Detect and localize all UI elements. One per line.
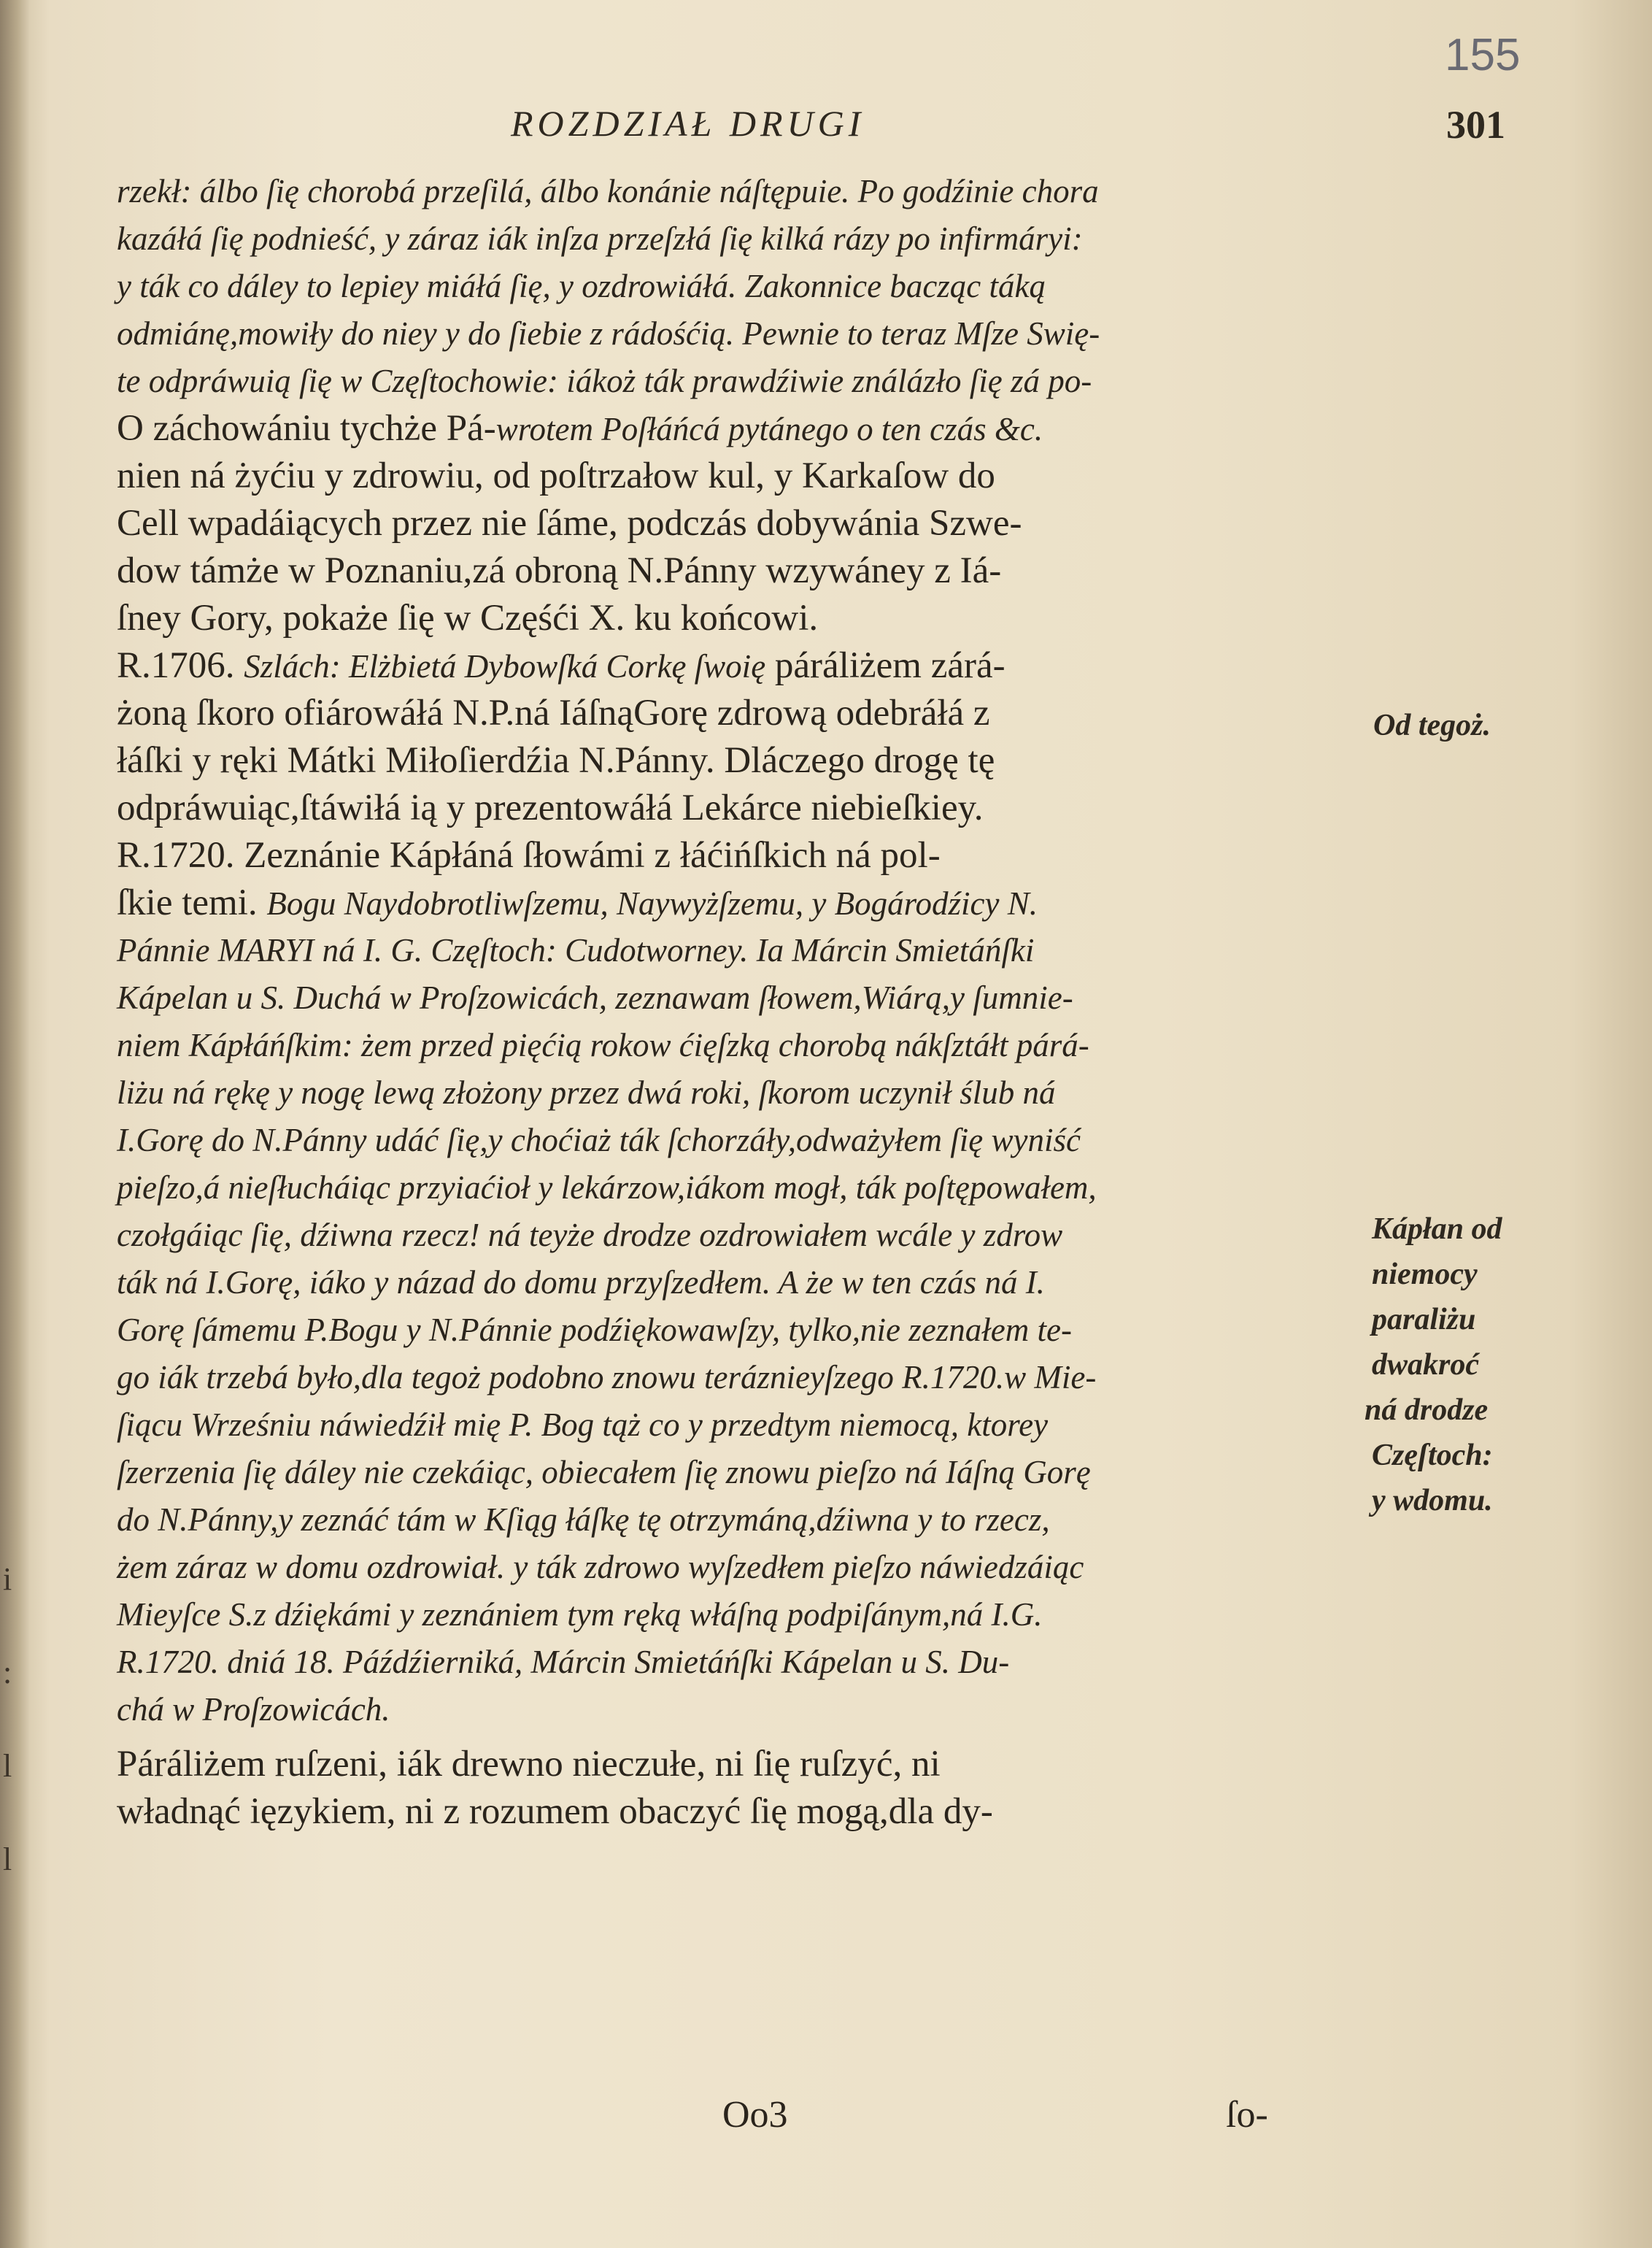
text-line: Gorę ſámemu P.Bogu y N.Pánnie podźiękowawſzy, tylko,nie zeznałem te- bbox=[117, 1312, 1072, 1348]
italic-segment: wrotem Poſłáńcá pytánego o ten czás &c. bbox=[495, 411, 1043, 447]
text-line: R.1720. dniá 18. Páźdźierniká, Márcin Smietáńſki Kápelan u S. Du- bbox=[117, 1644, 1010, 1680]
text-line: dow támże w Poznaniu,zá obroną N.Pánny wzywáney z Iá- bbox=[117, 550, 1002, 591]
text-line: odmiánę,mowiły do niey y do ſiebie z rádośćią. Pewnie to teraz Mſze Swię- bbox=[117, 315, 1100, 352]
text-line: Mieyſce S.z dźiękámi y zeznániem tym ręką włáſną podpiſánym,ná I.G. bbox=[117, 1596, 1043, 1633]
paragraph-gap bbox=[117, 1733, 1357, 1741]
text-line: do N.Pánny,y zeznáć tám w Kſiąg łáſkę tę otrzymáną,dźiwna y to rzecz, bbox=[117, 1501, 1050, 1538]
margin-note-od-tegoz: Od tegoż. bbox=[1373, 709, 1491, 742]
text-line: Cell wpadáiących przez nie ſáme, podczás dobywánia Szwe- bbox=[117, 503, 1022, 544]
text-line: Kápelan u S. Duchá w Proſzowicách, zeznawam ſłowem,Wiárą,y ſumnie- bbox=[117, 979, 1073, 1016]
roman-segment: páráliżem zárá- bbox=[765, 645, 1006, 686]
text-line: niem Kápłáńſkim: żem przed pięćią rokow ćięſzką chorobą nákſztáłt párá- bbox=[117, 1027, 1089, 1063]
text-line: pieſzo,á nieſłucháiąc przyiaćioł y lekárzow,iákom mogł, ták poſtępowałem, bbox=[117, 1169, 1097, 1206]
text-line: Páráliżem ruſzeni, iák drewno nieczułe, ni ſię ruſzyć, ni bbox=[117, 1744, 941, 1785]
text-line: kazáłá ſię podnieść, y záraz iák inſza przeſzłá ſię kilká rázy po infirmáryi: bbox=[117, 220, 1083, 257]
prev-mark: l bbox=[3, 1841, 12, 1877]
prev-mark: l bbox=[3, 1748, 12, 1784]
text-line: rzekł: álbo ſię chorobá przeſilá, álbo konánie náſtępuie. Po godźinie chora bbox=[117, 173, 1099, 209]
text-line: te odpráwuią ſię w Częſtochowie: iákoż ták prawdźiwie ználázło ſię zá po- bbox=[117, 363, 1092, 399]
catchword: ſo- bbox=[1226, 2094, 1268, 2136]
text-line: ſiącu Wrześniu náwiedźił mię P. Bog tąż co y przedtym niemocą, ktorey bbox=[117, 1406, 1049, 1443]
text-line: R.1720. Zeznánie Kápłáná ſłowámi z łáćińſkich ná pol- bbox=[117, 835, 941, 876]
page-footer bbox=[117, 2093, 1357, 2144]
margin-note-kaplan-line: y wdomu. bbox=[1372, 1484, 1493, 1517]
text-line bbox=[117, 879, 1357, 927]
margin-note-kaplan-line: dwakroć bbox=[1372, 1348, 1479, 1382]
text-line bbox=[117, 642, 1357, 690]
margin-note-kaplan-line: niemocy bbox=[1372, 1258, 1478, 1291]
text-line: odpráwuiąc,ſtáwiłá ią y prezentowáłá Lekárce niebieſkiey. bbox=[117, 788, 984, 828]
previous-page-edge bbox=[0, 0, 29, 2248]
margin-note-kaplan-line: paraliżu bbox=[1372, 1303, 1476, 1336]
pencil-folio-number: 155 bbox=[1445, 30, 1521, 80]
running-head: ROZDZIAŁ DRUGI bbox=[511, 103, 865, 144]
prev-mark: i bbox=[3, 1561, 12, 1597]
italic-segment: Bogu Naydobrotliwſzemu, Naywyżſzemu, y Bogárodźicy N. bbox=[266, 885, 1038, 922]
text-line: y ták co dáley to lepiey miáłá ſię, y ozdrowiáłá. Zakonnice bacząc táką bbox=[117, 268, 1046, 304]
text-line: Pánnie MARYI ná I. G. Częſtoch: Cudotworney. Ia Márcin Smietáńſki bbox=[117, 932, 1035, 969]
text-line: liżu ná rękę y nogę lewą złożony przez dwá roki, ſkorom uczynił ślub ná bbox=[117, 1074, 1056, 1111]
body-text bbox=[117, 168, 1357, 1836]
margin-note-kaplan-line: ná drodze bbox=[1365, 1393, 1489, 1427]
text-line bbox=[117, 405, 1357, 453]
text-line: żem záraz w domu ozdrowiał. y ták zdrowo wyſzedłem pieſzo náwiedzáiąc bbox=[117, 1549, 1084, 1585]
text-line: ták ná I.Gorę, iáko y názad do domu przyſzedłem. A że w ten czás ná I. bbox=[117, 1264, 1045, 1301]
text-line: ſzerzenia ſię dáley nie czekáiąc, obiecałem ſię znowu pieſzo ná Iáſną Gorę bbox=[117, 1454, 1091, 1490]
roman-segment: ſkie temi. bbox=[117, 882, 267, 923]
prev-mark: : bbox=[3, 1655, 12, 1690]
text-line: ſney Gory, pokaże ſię w Częśći X. ku końcowi. bbox=[117, 598, 819, 639]
text-line: władnąć ięzykiem, ni z rozumem obaczyć ſię mogą,dla dy- bbox=[117, 1791, 993, 1832]
text-line: żoną ſkoro ofiárowáłá N.P.ná IáſnąGorę zdrową odebráłá z bbox=[117, 693, 990, 734]
margin-note-kaplan-line: Częſtoch: bbox=[1372, 1439, 1493, 1472]
previous-page-marks bbox=[3, 1533, 25, 1906]
text-line: nien ná żyćiu y zdrowiu, od poſtrzałow kul, y Karkaſow do bbox=[117, 455, 995, 496]
text-line: czołgáiąc ſię, dźiwna rzecz! ná teyże drodze ozdrowiałem wcále y zdrow bbox=[117, 1217, 1063, 1253]
text-line: go iák trzebá było,dla tegoż podobno znowu teráznieyſzego R.1720.w Mie- bbox=[117, 1359, 1097, 1396]
roman-segment: R.1706. bbox=[117, 645, 244, 686]
signature-mark: Oo3 bbox=[722, 2094, 788, 2136]
text-line: łáſki y ręki Mátki Miłoſierdźia N.Pánny. Dláczego drogę tę bbox=[117, 740, 995, 781]
text-line: I.Gorę do N.Pánny udáć ſię,y choćiaż ták ſchorzáły,odważyłem ſię wyniść bbox=[117, 1122, 1081, 1158]
margin-note-kaplan-line: Kápłan od bbox=[1372, 1212, 1502, 1246]
text-line: chá w Proſzowicách. bbox=[117, 1691, 390, 1728]
italic-segment: Szlách: Elżbietá Dybowſká Corkę ſwoię bbox=[244, 648, 766, 685]
page-number: 301 bbox=[1446, 103, 1505, 147]
roman-segment: O záchowániu tychże Pá- bbox=[117, 408, 496, 449]
